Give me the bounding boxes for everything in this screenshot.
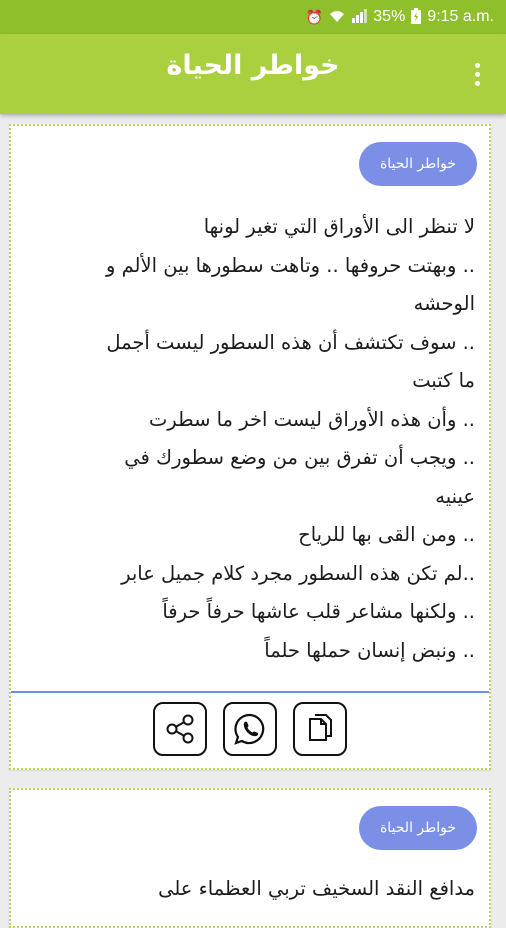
quote-line: الوحشه [413,292,475,315]
quote-card [9,788,491,928]
battery-charging-icon [411,8,421,27]
quote-text[interactable] [35,208,475,670]
category-tag: خواطر الحياة [359,806,477,850]
quote-line: مدافع النقد السخيف تربي العظماء على [158,877,475,900]
quote-line: عينيه [435,484,475,508]
quote-line: ما كتبت [412,369,475,392]
card-actions [11,702,489,758]
app-title: خواطر الحياة [166,50,340,81]
alarm-icon: ⏰ [305,8,324,25]
quote-line: .. ولكنها مشاعر قلب عاشها حرفاً حرفاً [162,600,475,623]
quote-line: .. وأن هذه الأوراق ليست اخر ما سطرت [148,407,475,431]
share-icon [161,710,199,748]
whatsapp-icon [231,710,269,748]
quote-line: .. وبهتت حروفها .. وتاهت سطورها بين الألم و [105,253,475,277]
quote-line: .. ومن القى بها للرياح [298,523,475,546]
quote-line: .. سوف تكتشف أن هذه السطور ليست أجمل [106,330,475,354]
share-button[interactable] [153,702,207,756]
clock: 9:15 a.m. [427,8,494,25]
signal-icon [351,9,367,26]
copy-icon [301,710,339,748]
quote-line: .. ونبض إنسان حملها حلماً [264,638,475,662]
quote-text[interactable] [35,870,475,909]
card-divider [11,691,489,693]
quote-line: .. ويجب أن تفرق بين من وضع سطورك في [124,446,475,469]
app-bar [0,34,506,114]
battery-percent: 35% [373,8,406,25]
status-bar [0,0,506,34]
more-vert-icon[interactable] [462,54,492,94]
whatsapp-button[interactable] [223,702,277,756]
quote-card [9,124,491,770]
wifi-icon [329,9,345,26]
quote-line: ..لم تكن هذه السطور مجرد كلام جميل عابر [121,561,475,585]
copy-button[interactable] [293,702,347,756]
category-tag: خواطر الحياة [359,142,477,186]
quote-line: لا تنظر الى الأوراق التي تغير لونها [203,215,475,238]
